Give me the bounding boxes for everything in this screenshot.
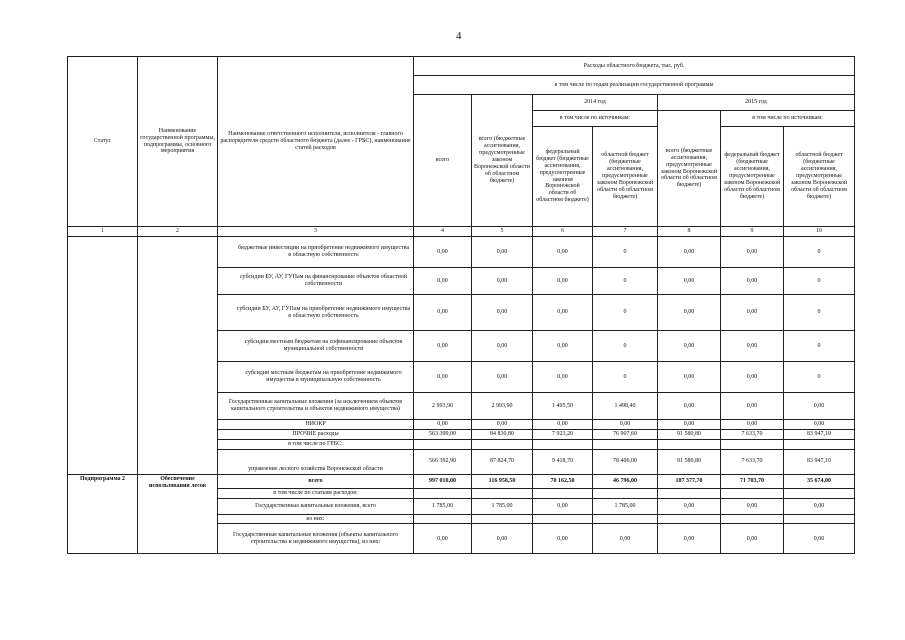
header-by-source-2: в том числе по источникам: [721, 111, 855, 127]
cell-value: 0 [784, 362, 855, 393]
row-label: ПРОЧИЕ расходы [218, 429, 414, 439]
cell-value: 0,00 [472, 331, 533, 362]
header-regional-1: областной бюджет (бюджетные ассигнования, предусмотренные законом Воронежской области об областном бюджете) [593, 127, 658, 227]
cell-value: 0,00 [721, 498, 784, 514]
cell-value [658, 514, 721, 524]
cell-value: 0,00 [784, 524, 855, 554]
cell-value: 0,00 [533, 331, 593, 362]
cell-value: 0,00 [721, 393, 784, 420]
header-year1: 2014 год [533, 95, 658, 111]
cell-value: 0 [784, 331, 855, 362]
cell-value: 0 [784, 295, 855, 331]
cell-value: 107 377,70 [658, 474, 721, 488]
row-label: Государственные капитальные вложения (объекты капитального строительства и недвижимого имущества), из них: [218, 524, 414, 554]
cell-value: 0,00 [533, 295, 593, 331]
cell-value: 78 406,00 [593, 449, 658, 474]
col-number: 3 [218, 227, 414, 237]
cell-value [414, 514, 472, 524]
cell-value: 116 958,50 [472, 474, 533, 488]
cell-value: 7 633,70 [721, 449, 784, 474]
cell-value [658, 488, 721, 498]
cell-value: 0,00 [721, 331, 784, 362]
cell-value: 1 495,50 [533, 393, 593, 420]
cell-value: 0,00 [414, 362, 472, 393]
header-total-budget: всего (бюджетные ассигнования, предусмотренные законом Воронежской области об областном бюджете) [472, 95, 533, 227]
cell-value: 1 498,40 [593, 393, 658, 420]
cell-value: 83 947,10 [784, 429, 855, 439]
cell-value: 0,00 [784, 393, 855, 420]
header-federal-2: федеральный бюджет (бюджетные ассигнования, предусмотренные законом Воронежской области об областном бюджете) [721, 127, 784, 227]
col-number: 8 [658, 227, 721, 237]
cell-value [472, 488, 533, 498]
cell-value: 0,00 [472, 237, 533, 268]
cell-value: 0,00 [533, 362, 593, 393]
cell-value [533, 514, 593, 524]
name-cell [138, 237, 218, 475]
cell-value [414, 488, 472, 498]
cell-value: 7 923,20 [533, 429, 593, 439]
cell-value: 0,00 [658, 268, 721, 295]
col-number: 10 [784, 227, 855, 237]
cell-value [414, 439, 472, 449]
header-status: Статус [68, 57, 138, 227]
cell-value: 0,00 [593, 524, 658, 554]
cell-value: 0,00 [784, 498, 855, 514]
cell-value: 0,00 [593, 420, 658, 430]
cell-value [721, 514, 784, 524]
cell-value [593, 439, 658, 449]
header-federal-1: федеральный бюджет (бюджетные ассигнования, предусмотренные законом Воронежской области об областном бюджете) [533, 127, 593, 227]
cell-value: 563 399,00 [414, 429, 472, 439]
page-number: 4 [456, 30, 462, 42]
row-label: Государственные капитальные вложения (за исключением объектов капитального строительства и объектов недвижимого имущества) [218, 393, 414, 420]
cell-value: 0,00 [721, 268, 784, 295]
cell-value: 0,00 [721, 362, 784, 393]
cell-value: 0,00 [658, 524, 721, 554]
subprogram-status: Подпрограмма 2 [68, 474, 138, 554]
cell-value: 9 418,70 [533, 449, 593, 474]
col-number: 9 [721, 227, 784, 237]
cell-value: 0,00 [784, 420, 855, 430]
cell-value: 91 580,80 [658, 449, 721, 474]
cell-value: 0,00 [472, 295, 533, 331]
cell-value: 0,00 [533, 268, 593, 295]
col-number: 1 [68, 227, 138, 237]
cell-value: 0,00 [658, 331, 721, 362]
row-label: субсидии местным бюджетам на приобретение недвижимого имущества в муниципальную собственность [218, 362, 414, 393]
col-number: 2 [138, 227, 218, 237]
row-label: НИОКР [218, 420, 414, 430]
col-number: 6 [533, 227, 593, 237]
cell-value [472, 514, 533, 524]
cell-value: 35 674,00 [784, 474, 855, 488]
cell-value: 0,00 [533, 420, 593, 430]
cell-value: 0,00 [414, 420, 472, 430]
header-year-total: всего (бюджетные ассигнования, предусмотренные законом Воронежской области об областном бюджете) [658, 111, 721, 227]
row-label: субсидии БУ, АУ, ГУПам на приобретение недвижимого имущества в областную собственность [218, 295, 414, 331]
cell-value: 70 162,50 [533, 474, 593, 488]
header-by-source-1: в том числе по источникам: [533, 111, 658, 127]
row-label: в том числе по ГРБС: [218, 439, 414, 449]
table-row [68, 237, 855, 268]
header-regional-2: областной бюджет (бюджетные ассигнования, предусмотренные законом Воронежской области об областном бюджете) [784, 127, 855, 227]
cell-value [472, 439, 533, 449]
cell-value: 0,00 [658, 362, 721, 393]
cell-value: 0,00 [721, 524, 784, 554]
cell-value [784, 439, 855, 449]
cell-value: 1 785,00 [414, 498, 472, 514]
cell-value [784, 488, 855, 498]
header-executor: Наименование ответственного исполнителя, исполнителя - главного распорядителя средств областного бюджета (далее - ГРБС), наименование статей расходов [218, 57, 414, 227]
header-sub: в том числе по годам реализации государственной программы [414, 76, 855, 95]
cell-value: 0,00 [658, 498, 721, 514]
cell-value: 0 [784, 268, 855, 295]
row-label: субсидии БУ, АУ, ГУПам на финансирование объектов областной собственности [218, 268, 414, 295]
row-label: из них: [218, 514, 414, 524]
cell-value: 0,00 [658, 420, 721, 430]
header-total: всего [414, 95, 472, 227]
cell-value: 1 785,00 [593, 498, 658, 514]
cell-value: 0,00 [414, 268, 472, 295]
subprogram-name: Обеспечение использования лесов [138, 474, 218, 554]
budget-table [67, 56, 855, 554]
cell-value: 0,00 [533, 237, 593, 268]
cell-value [533, 439, 593, 449]
col-number: 7 [593, 227, 658, 237]
col-number: 5 [472, 227, 533, 237]
header-main: Расходы областного бюджета, тыс. руб. [414, 57, 855, 76]
cell-value: 91 580,80 [658, 429, 721, 439]
cell-value: 0 [593, 268, 658, 295]
cell-value [533, 488, 593, 498]
cell-value: 0,00 [721, 420, 784, 430]
row-label: субсидии местным бюджетам на софинансирование объектов муниципальной собственности [218, 331, 414, 362]
cell-value [721, 439, 784, 449]
cell-value: 0,00 [414, 237, 472, 268]
cell-value: 0 [593, 362, 658, 393]
cell-value: 7 633,70 [721, 429, 784, 439]
cell-value: 84 830,80 [472, 429, 533, 439]
cell-value: 0,00 [472, 362, 533, 393]
cell-value: 2 993,90 [472, 393, 533, 420]
cell-value: 0 [784, 237, 855, 268]
cell-value: 87 824,70 [472, 449, 533, 474]
row-label: бюджетные инвестиции на приобретение недвижимого имущества в областную собственность [218, 237, 414, 268]
cell-value: 76 907,60 [593, 429, 658, 439]
cell-value: 0,00 [414, 295, 472, 331]
col-number: 4 [414, 227, 472, 237]
cell-value: 0,00 [472, 268, 533, 295]
cell-value: 0,00 [472, 420, 533, 430]
row-label: Государственные капитальные вложения, всего [218, 498, 414, 514]
cell-value: 0,00 [533, 524, 593, 554]
cell-value: 0,00 [533, 498, 593, 514]
cell-value: 0,00 [721, 237, 784, 268]
cell-value [658, 439, 721, 449]
cell-value: 0,00 [658, 295, 721, 331]
cell-value: 71 703,70 [721, 474, 784, 488]
status-cell [68, 237, 138, 475]
cell-value: 0,00 [414, 331, 472, 362]
cell-value: 0 [593, 331, 658, 362]
cell-value [784, 514, 855, 524]
cell-value: 83 947,10 [784, 449, 855, 474]
cell-value: 997 010,00 [414, 474, 472, 488]
cell-value: 0 [593, 237, 658, 268]
row-label: в том числе по статьям расходов: [218, 488, 414, 498]
cell-value: 0,00 [721, 295, 784, 331]
cell-value: 2 993,90 [414, 393, 472, 420]
column-numbers-row [68, 227, 855, 237]
cell-value: 46 796,00 [593, 474, 658, 488]
table-row [68, 474, 855, 488]
cell-value: 566 392,90 [414, 449, 472, 474]
cell-value: 0 [593, 295, 658, 331]
cell-value: 1 785,00 [472, 498, 533, 514]
cell-value [593, 514, 658, 524]
cell-value [593, 488, 658, 498]
cell-value: 0,00 [658, 393, 721, 420]
cell-value: 0,00 [658, 237, 721, 268]
cell-value [721, 488, 784, 498]
cell-value: 0,00 [472, 524, 533, 554]
cell-value: 0,00 [414, 524, 472, 554]
row-label: управление лесного хозяйства Воронежской области [218, 449, 414, 474]
header-year2: 2015 год [658, 95, 855, 111]
row-label: всего [218, 474, 414, 488]
header-name: Наименование государственной программы, подпрограммы, основного мероприятия [138, 57, 218, 227]
